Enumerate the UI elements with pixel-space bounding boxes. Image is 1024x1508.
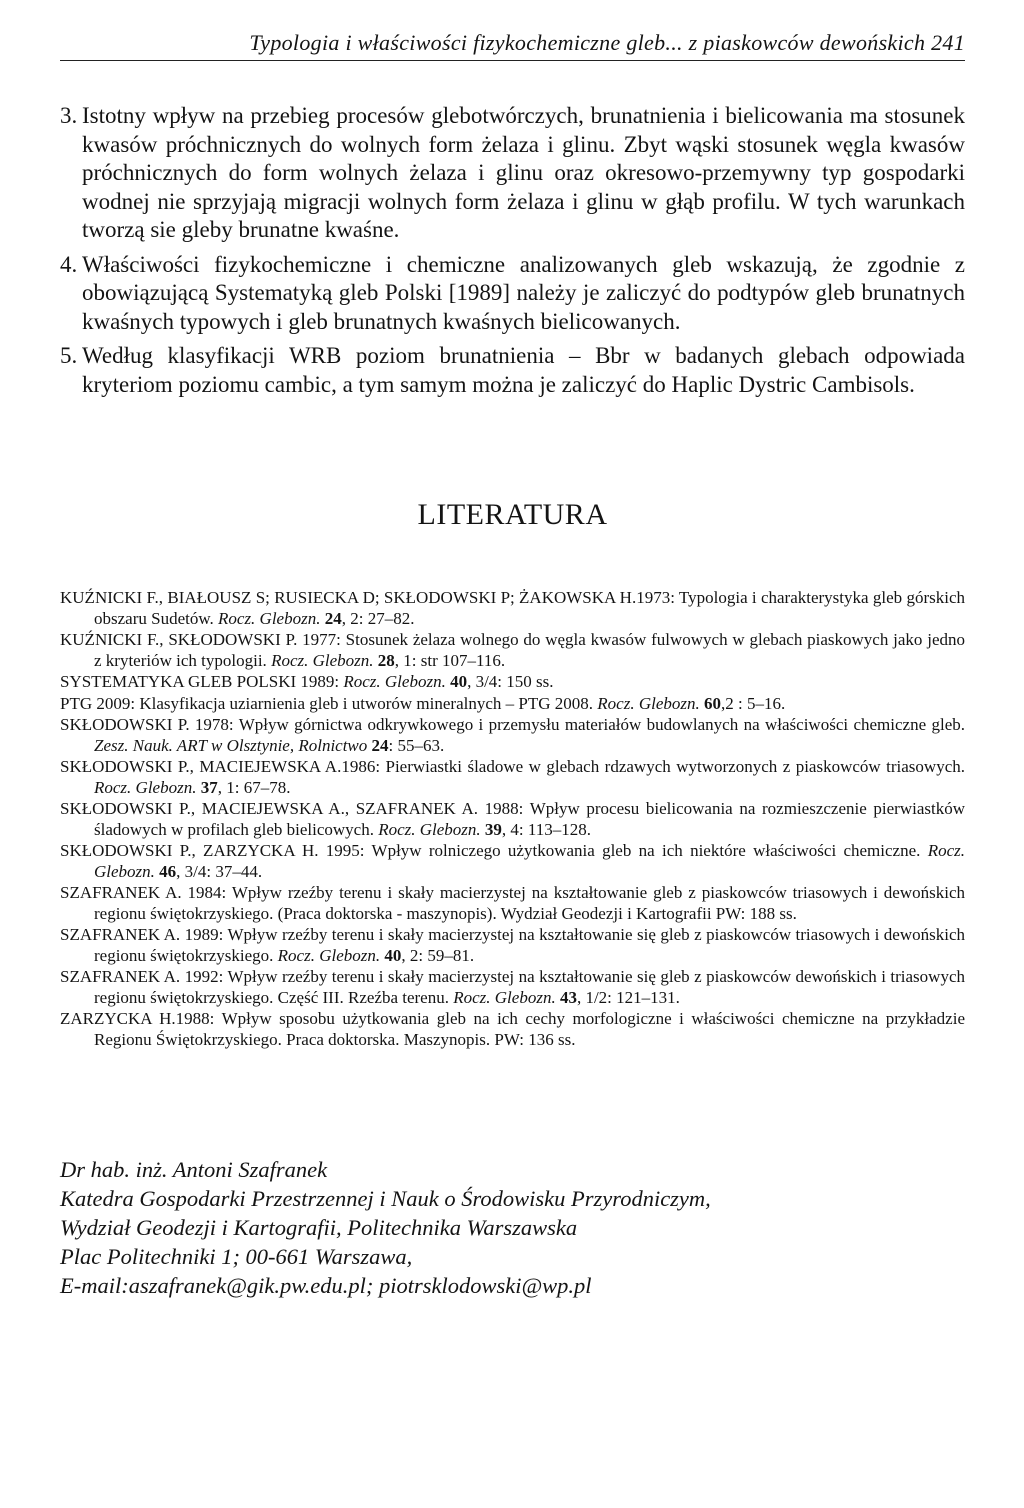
conclusion-item — [60, 102, 965, 245]
reference-pages: , 1: str 107–116. — [394, 650, 506, 670]
reference-main: SZAFRANEK A. 1992: Wpływ rzeźby terenu i skały macierzystej na kształtowanie się gleb z piaskowców dewońskich i triasowych regionu świętokrzyskiego. Część III. Rzeźba terenu. — [60, 967, 965, 1007]
reference-main: SKŁODOWSKI P., MACIEJEWSKA A., SZAFRANEK A. 1988: Wpływ procesu bielicowania na rozmieszczenie pierwiastków śladowych w profilach gleb bielicowych. — [60, 799, 965, 839]
affiliation-email: E-mail:aszafranek@gik.pw.edu.pl; piotrsklodowski@wp.pl — [60, 1273, 592, 1298]
conclusion-text: Według klasyfikacji WRB poziom brunatnienia – Bbr w badanych glebach odpowiada kryteriom poziomu cambic, a tym samym można je zaliczyć do Haplic Dystric Cambisols. — [82, 343, 965, 397]
reference-pages: , 4: 113–128. — [501, 819, 592, 839]
reference-journal: Rocz. Glebozn. — [218, 608, 321, 628]
reference-item — [60, 672, 965, 693]
affiliation-faculty: Wydział Geodezji i Kartografii, Politechnika Warszawska — [60, 1215, 578, 1240]
reference-main: ZARZYCKA H.1988: Wpływ sposobu użytkowania gleb na ich cechy morfologiczne i właściwości chemiczne na przykładzie Regionu Świętokrzyskiego. Praca doktorska. Maszynopis. PW: 136 ss. — [60, 1009, 965, 1049]
reference-main: SKŁODOWSKI P., ZARZYCKA H. 1995: Wpływ rolniczego użytkowania gleb na ich niektóre właściwości chemiczne. — [60, 841, 921, 860]
reference-volume: 37 — [200, 777, 218, 797]
reference-item — [60, 757, 965, 798]
reference-journal: Rocz. Glebozn. — [597, 693, 700, 713]
conclusion-number: 4. — [60, 251, 78, 277]
reference-volume: 46 — [159, 861, 177, 881]
reference-pages: : 55–63. — [388, 735, 445, 755]
page-number: 241 — [931, 30, 965, 55]
reference-volume: 40 — [384, 945, 402, 965]
reference-main: SKŁODOWSKI P., MACIEJEWSKA A.1986: Pierwiastki śladowe w glebach rdzawych wytworzonych z piaskowców triasowych. — [60, 757, 965, 776]
reference-volume: 43 — [559, 987, 577, 1007]
reference-volume: 28 — [377, 650, 395, 670]
reference-pages: , 3/4: 37–44. — [176, 861, 263, 881]
reference-pages: , 2: 27–82. — [341, 608, 415, 628]
affiliation-department: Katedra Gospodarki Przestrzennej i Nauk o Środowisku Przyrodniczym, — [60, 1186, 711, 1211]
references-list — [60, 588, 965, 1051]
reference-pages: , 1/2: 121–131. — [576, 987, 680, 1007]
conclusion-text: Istotny wpływ na przebieg procesów glebotwórczych, brunatnienia i bielicowania ma stosunek kwasów próchnicznych do wolnych form żelaza i glinu. Zbyt wąski stosunek węgla kwasów próchnicznych do form wolnych żelaza i glinu oraz okresowo-przemywny typ gospodarki wodnej nie sprzyjają migracji wolnych form żelaza i glinu w głąb profilu. W tych warunkach tworzą sie gleby brunatne kwaśne. — [82, 103, 965, 242]
reference-item — [60, 883, 965, 924]
reference-main: SZAFRANEK A. 1984: Wpływ rzeźby terenu i skały macierzystej na kształtowanie gleb z piaskowców triasowych i dewońskich regionu świętokrzyskiego. (Praca doktorska - maszynopis). Wydział Geodezji i Kartografii PW: 188 ss. — [60, 883, 965, 923]
reference-item — [60, 715, 965, 756]
reference-item — [60, 967, 965, 1008]
reference-item — [60, 799, 965, 840]
reference-pages: , 1: 67–78. — [217, 777, 291, 797]
reference-journal: Rocz. Glebozn. — [94, 841, 965, 881]
reference-journal: Rocz. Glebozn. — [453, 987, 556, 1007]
reference-volume: 24 — [371, 735, 389, 755]
reference-journal: Rocz. Glebozn. — [343, 672, 446, 691]
conclusions-list — [60, 102, 965, 405]
running-header — [60, 30, 965, 61]
reference-item — [60, 694, 965, 715]
reference-volume: 39 — [484, 819, 502, 839]
running-title: Typologia i właściwości fizykochemiczne gleb... z piaskowców dewońskich — [249, 30, 926, 55]
reference-main: PTG 2009: Klasyfikacja uziarnienia gleb i utworów mineralnych – PTG 2008. — [60, 693, 594, 713]
reference-item — [60, 841, 965, 882]
reference-pages: , 2: 59–81. — [401, 945, 475, 965]
reference-main: SYSTEMATYKA GLEB POLSKI 1989: — [60, 672, 340, 691]
reference-item — [60, 588, 965, 629]
affiliation-address: Plac Politechniki 1; 00-661 Warszawa, — [60, 1244, 413, 1269]
reference-journal: Zesz. Nauk. ART w Olsztynie, Rolnictwo — [94, 735, 368, 755]
reference-journal: Rocz. Glebozn. — [277, 945, 381, 965]
reference-main: SKŁODOWSKI P. 1978: Wpływ górnictwa odkrywkowego i przemysłu materiałów budowlanych na właściwości chemiczne gleb. — [60, 715, 965, 734]
reference-pages: ,2 : 5–16. — [721, 693, 786, 713]
conclusion-number: 3. — [60, 103, 78, 128]
reference-volume: 60 — [704, 693, 721, 713]
author-name: Dr hab. inż. Antoni Szafranek — [60, 1157, 328, 1182]
conclusion-item — [60, 251, 965, 337]
conclusion-number: 5. — [60, 343, 78, 368]
reference-journal: Rocz. Glebozn. — [271, 650, 374, 670]
reference-item — [60, 1009, 965, 1050]
reference-pages: , 3/4: 150 ss. — [467, 672, 554, 691]
reference-volume: 24 — [324, 608, 342, 628]
reference-volume: 40 — [450, 672, 468, 691]
literature-heading: LITERATURA — [417, 498, 608, 531]
author-affiliation — [60, 1155, 965, 1300]
conclusion-text: Właściwości fizykochemiczne i chemiczne analizowanych gleb wskazują, że zgodnie z obowiązującą Systematyką gleb Polski [1989] należy je zaliczyć do podtypów gleb brunatnych kwaśnych typowych i gleb brunatnych kwaśnych bielicowanych. — [82, 251, 965, 334]
reference-main: SZAFRANEK A. 1989: Wpływ rzeźby terenu i skały macierzystej na kształtowanie się gleb z piaskowców triasowych i dewońskich regionu świętokrzyskiego. — [60, 925, 965, 965]
reference-item — [60, 630, 965, 671]
reference-main: KUŹNICKI F., BIAŁOUSZ S; RUSIECKA D; SKŁODOWSKI P; ŻAKOWSKA H.1973: Typologia i charakterystyka gleb górskich obszaru Sudetów. — [60, 588, 965, 628]
reference-journal: Rocz. Glebozn. — [94, 777, 197, 797]
reference-item — [60, 925, 965, 966]
reference-main: KUŹNICKI F., SKŁODOWSKI P. 1977: Stosunek żelaza wolnego do węgla kwasów fulwowych w glebach piaskowych jako jedno z kryteriów ich typologii. — [60, 630, 965, 670]
conclusion-item — [60, 342, 965, 399]
reference-journal: Rocz. Glebozn. — [378, 819, 481, 839]
